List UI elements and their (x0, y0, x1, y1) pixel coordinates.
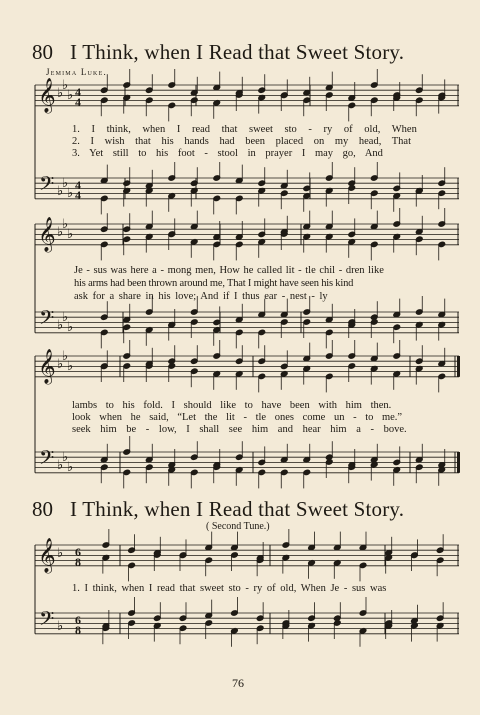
flat-icon: ♭ (57, 546, 64, 561)
flat-icon: ♭ (57, 225, 64, 240)
hymn-subtitle: ( Second Tune.) (206, 521, 270, 532)
time-signature: 6 (75, 545, 81, 559)
bass-clef-icon: 𝄢 (39, 446, 55, 474)
lyric-line-1: 1. I think, when I read that sweet sto - ry of old, When (72, 124, 417, 135)
lyric-line-1: Je - sus was here a - mong men, How he called lit - tle chil - dren like (74, 265, 384, 276)
hymn-author: Jemima Luke. (46, 67, 107, 77)
lyric-line-3: seek him be - low, I shall see him and hear him a - bove. (72, 424, 407, 435)
bass-clef-icon: 𝄢 (39, 172, 55, 200)
time-signature: 4 (75, 178, 81, 192)
flat-icon: ♭ (67, 88, 74, 103)
flat-icon: ♭ (67, 320, 74, 335)
bass-clef-icon: 𝄢 (39, 607, 55, 635)
hymn-title: I Think, when I Read that Sweet Story. (70, 497, 405, 521)
flat-icon: ♭ (62, 217, 69, 232)
treble-clef-icon: 𝄞 (38, 217, 56, 252)
treble-clef-icon: 𝄞 (38, 349, 56, 384)
flat-icon: ♭ (62, 310, 69, 325)
lyric-line-3: 3. Yet still to his foot - stool in prayer I may go, And (72, 148, 383, 159)
hymn-number: 80 (32, 497, 53, 521)
time-signature: 8 (75, 623, 81, 637)
flat-icon: ♭ (57, 86, 64, 101)
treble-clef-icon: 𝄞 (38, 538, 56, 573)
time-signature: 4 (75, 95, 81, 109)
lyric-line-3: ask for a share in his love; And if I thus ear - nest - ly (74, 291, 328, 302)
flat-icon: ♭ (62, 450, 69, 465)
page-number: 76 (232, 676, 244, 690)
flat-icon: ♭ (67, 460, 74, 475)
flat-icon: ♭ (57, 458, 64, 473)
flat-icon: ♭ (57, 318, 64, 333)
lyric-line-2: his arms had been thrown around me, That I might have seen his kind (74, 278, 354, 289)
lyric-line-2: look when he said, “Let the lit - tle ones come un - to me.” (72, 412, 403, 423)
time-signature: 8 (75, 555, 81, 569)
hymn-title: I Think, when I Read that Sweet Story. (70, 40, 405, 64)
treble-clef-icon: 𝄞 (38, 78, 56, 113)
time-signature: 6 (75, 613, 81, 627)
final-bar-line (457, 356, 460, 377)
final-bar-line (457, 452, 460, 473)
lyric-line-2: 2. I wish that his hands had been placed on my head, That (72, 136, 411, 147)
time-signature: 4 (75, 188, 81, 202)
flat-icon: ♭ (62, 176, 69, 191)
flat-icon: ♭ (67, 186, 74, 201)
flat-icon: ♭ (62, 349, 69, 364)
flat-icon: ♭ (57, 357, 64, 372)
lyric-line-1: 1. I think, when I read that sweet sto - ry of old, When Je - sus was (72, 583, 387, 594)
lyric-line-1: lambs to his fold. I should like to have been with him then. (72, 400, 392, 411)
flat-icon: ♭ (62, 78, 69, 93)
flat-icon: ♭ (67, 359, 74, 374)
hymn-number: 80 (32, 40, 53, 64)
flat-icon: ♭ (67, 227, 74, 242)
flat-icon: ♭ (57, 184, 64, 199)
time-signature: 4 (75, 85, 81, 99)
flat-icon: ♭ (57, 619, 64, 634)
bass-clef-icon: 𝄢 (39, 306, 55, 334)
